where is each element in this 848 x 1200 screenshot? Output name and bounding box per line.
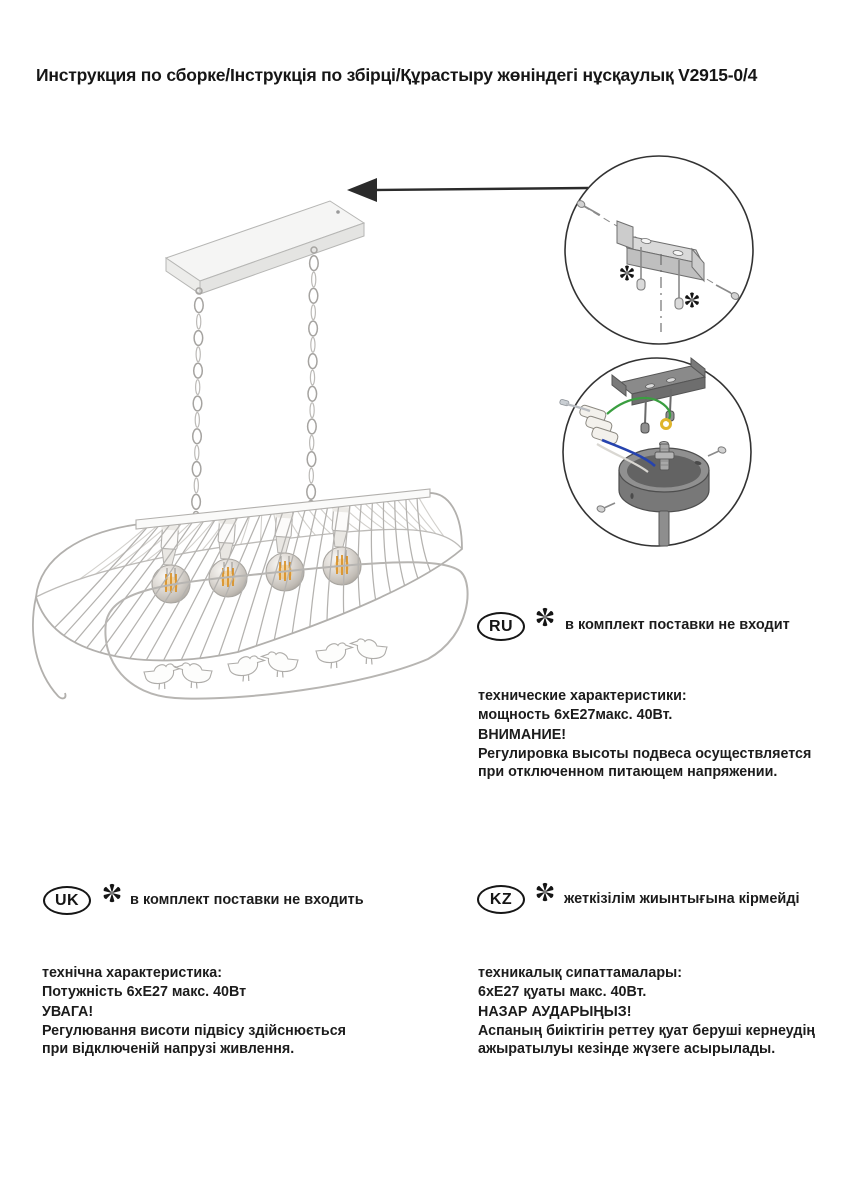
uk-warning-title: УВАГА! [42, 1004, 94, 1020]
kz-not-included-note: жеткізілім жиынтығына кірмейді [564, 891, 800, 907]
document-title: Инструкция по сборке/Інструкція по збірці/Құрастыру жөніндегі нұсқаулық V2915-0/4 [36, 65, 758, 85]
suspension-chain-right [307, 256, 318, 499]
kz-warning-line: ажыратылуы кезінде жүзеге асырылады. [478, 1041, 776, 1057]
decorative-curl-wire [33, 597, 65, 698]
bird-figurine [316, 643, 353, 669]
bird-figurine [262, 652, 299, 678]
kz-warning-title: НАЗАР АУДАРЫҢЫЗ! [478, 1004, 632, 1020]
ru-not-included-note: в комплект поставки не входит [565, 617, 790, 633]
asterisk-icon [534, 606, 556, 628]
uk-warning-line: при відключеній напрузі живлення. [42, 1041, 295, 1057]
edison-bulb [266, 506, 304, 591]
asterisk-icon [101, 882, 123, 904]
kz-language-badge: KZ [477, 885, 525, 914]
canopy-wiring-detail [559, 358, 751, 546]
asterisk-icon [534, 881, 556, 903]
ru-warning-title: ВНИМАНИЕ! [478, 727, 567, 743]
ru-warning-line: Регулировка высоты подвеса осуществляется [478, 745, 812, 762]
uk-not-included-note: в комплект поставки не входить [130, 892, 364, 908]
bird-figurine [176, 663, 213, 689]
kz-specs-title: техникалық сипаттамалары: [478, 965, 683, 981]
kz-specs-power: 6хЕ27 қуаты макс. 40Вт. [478, 983, 647, 1000]
uk-warning-line: Регулювання висоти підвісу здійснюється [42, 1022, 346, 1039]
ceiling-mount-bar [166, 201, 364, 294]
bird-figurine [351, 639, 388, 665]
kz-specs [478, 964, 815, 1059]
pointer-arrow-icon [347, 178, 588, 202]
uk-specs [42, 964, 346, 1059]
edison-bulb [323, 500, 361, 585]
ru-language-badge: RU [477, 612, 525, 641]
ru-specs [478, 687, 811, 782]
kz-warning-line: Аспаның биіктігін реттеу қуат беруші кернеудің [478, 1022, 816, 1039]
mounting-bracket-detail [565, 156, 753, 344]
uk-specs-power: Потужність 6хЕ27 макс. 40Вт [42, 983, 247, 1000]
bird-figurine [228, 656, 265, 682]
edison-bulb [209, 512, 247, 597]
ru-specs-power: мощность 6хЕ27макс. 40Вт. [478, 706, 673, 723]
uk-language-badge: UK [43, 886, 91, 915]
uk-specs-title: технічна характеристика: [42, 965, 223, 981]
ru-warning-line: при отключенном питающем напряжении. [478, 764, 778, 780]
ru-specs-title: технические характеристики: [478, 688, 687, 704]
suspension-chain-left [192, 298, 203, 509]
